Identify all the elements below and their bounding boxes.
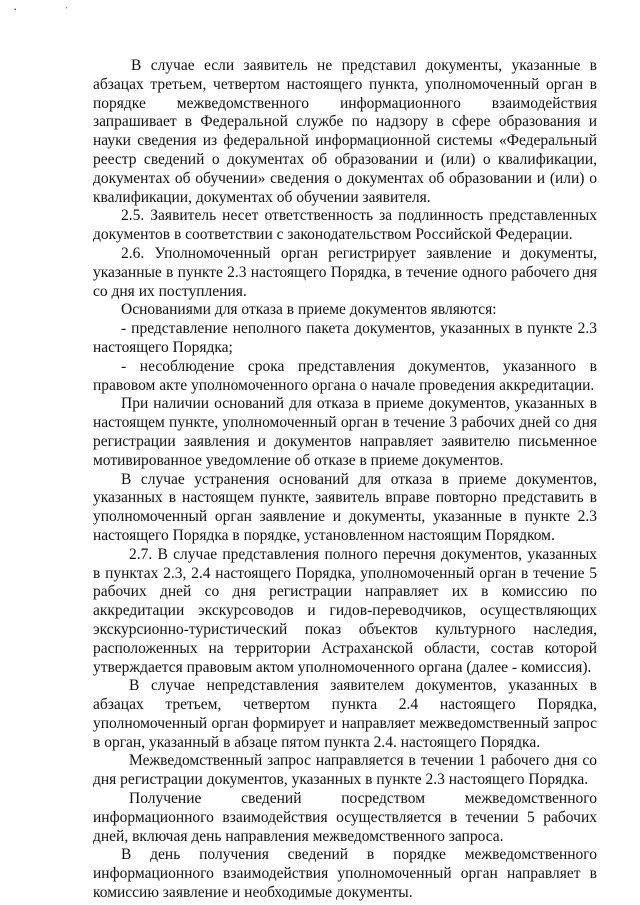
scan-speck: ': [66, 6, 68, 14]
paragraph: 2.5. Заявитель несет ответственность за подлинность представленных документов в соответствии с законодательством Российской Федерации.: [93, 207, 597, 244]
paragraph: - представление неполного пакета документов, указанных в пункте 2.3 настоящего Порядка;: [93, 320, 597, 356]
scan-speck: •: [14, 6, 17, 14]
paragraph: - несоблюдение срока представления документов, указанного в правовом акте уполномоченного органа о начале проведения аккредитации.: [93, 357, 597, 394]
paragraph: Основаниями для отказа в приеме документов являются:: [121, 301, 497, 319]
paragraph: 2.6. Уполномоченный орган регистрирует заявление и документы, указанные в пункте 2.3 настоящего Порядка, в течение одного рабочего дня со дня их поступления.: [93, 244, 597, 300]
paragraph: В случае непредставления заявителем документов, указанных в абзацах третьем, четвертом пункта 2.4 настоящего Порядка, уполномоченный орган формирует и направляет межведомственный запрос в орган, указанный в абзаце пятом пункта 2.4. настоящего Порядка.: [93, 677, 597, 751]
paragraph: В случае устранения оснований для отказа в приеме документов, указанных в настоящем пункте, заявитель вправе повторно представить в уполномоченный орган заявление и документы, указанные в пункте 2.3 настоящего Порядка в порядке, установленном настоящим Порядком.: [93, 470, 597, 544]
paragraph: Межведомственный запрос направляется в течении 1 рабочего дня со дня регистрации документов, указанных в пункте 2.3 настоящего Порядка.: [93, 752, 597, 789]
paragraph: В случае если заявитель не представил документы, указанные в абзацах третьем, четвертом настоящего пункта, уполномоченный орган в порядке межведомственного информационного взаимодействия запрашивает в Федеральной службе по надзору в сфере образования и науки сведения из федеральной информационной системы «Федеральный реестр сведений о документах об образовании и (или) о квалификации, документах об обучении» сведения о документах об образовании и (или) о квалификации, документах об обучении заявителя.: [93, 57, 597, 206]
paragraph: 2.7. В случае представления полного перечня документов, указанных в пунктах 2.3, 2.4 настоящего Порядка, уполномоченный орган в течение 5 рабочих дней со дня регистрации направляет их в комиссию по аккредитации экскурсоводов и гидов-переводчиков, осуществляющих экскурсионно-туристический показ объектов культурного наследия, расположенных на территории Астраханской области, состав которой утверждается правовым актом уполномоченного органа (далее - комиссия).: [93, 545, 597, 676]
paragraph: Получение сведений посредством межведомственного информационного взаимодействия осуществляется в течении 5 рабочих дней, включая день направления межведомственного запроса.: [93, 790, 597, 845]
paragraph: В день получения сведений в порядке межведомственного информационного взаимодействия уполномоченный орган направляет в комиссию заявление и необходимые документы.: [93, 846, 597, 902]
document-body: [93, 57, 597, 903]
paragraph: При наличии оснований для отказа в приеме документов, указанных в настоящем пункте, уполномоченный орган в течение 3 рабочих дней со дня регистрации заявления и документов направляет заявителю письменное мотивированное уведомление об отказе в приеме документов.: [93, 395, 597, 469]
